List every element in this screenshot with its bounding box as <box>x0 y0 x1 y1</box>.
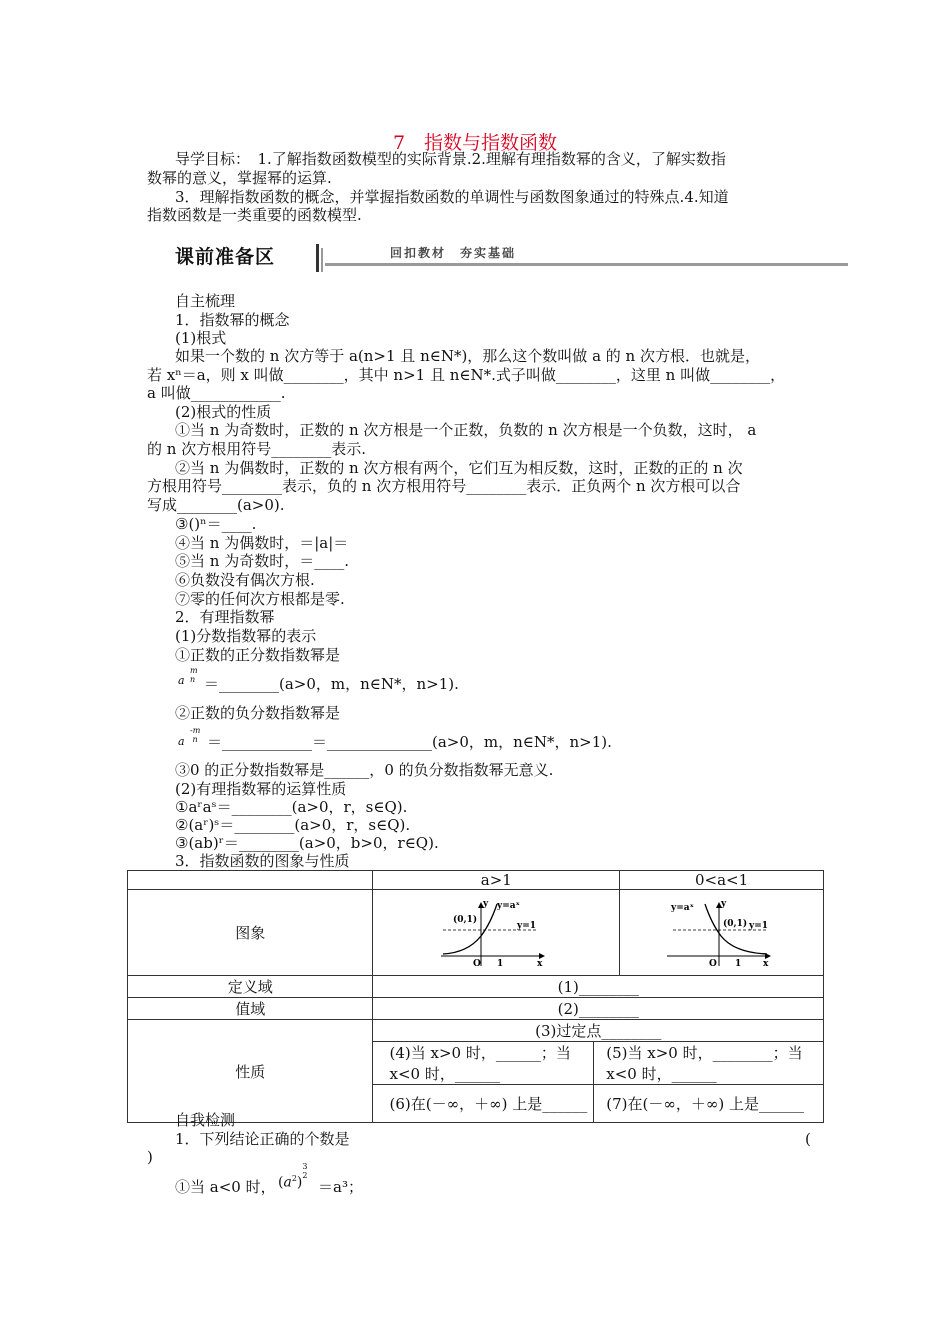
g2-point: (0,1) <box>722 918 747 929</box>
text-line: ⑤当 n 为奇数时，＝____. <box>175 552 349 570</box>
row-label-props: 性质 <box>128 1020 373 1123</box>
text-line: 1．指数幂的概念 <box>175 311 290 329</box>
text-line: (2)根式的性质 <box>175 403 272 421</box>
g2-x: x <box>762 958 768 968</box>
text-line: ①aʳaˢ＝________(a>0，r，s∈Q). <box>175 798 408 816</box>
text-line: (2)有理指数幂的运算性质 <box>175 780 347 798</box>
q1-item-1-formula: $(a^2)3$ 2 <box>278 1161 308 1191</box>
text-line: ①正数的正分数指数幂是 <box>175 646 341 664</box>
table-corner <box>128 871 373 890</box>
text-line: ①当 n 为奇数时，正数的 n 次方根是一个正数，负数的 n 次方根是一个负数，这时， a <box>175 421 757 439</box>
text-line: 若 xⁿ＝a，则 x 叫做________，其中 n>1 且 n∈N*.式子叫做________，这里 n 叫做________， <box>147 366 786 384</box>
text-line: ③()ⁿ＝____. <box>175 515 257 533</box>
banner-divider-shadow <box>321 248 323 272</box>
banner-subtitle: 回扣教材 夯实基础 <box>390 246 517 260</box>
banner-rule <box>325 263 848 266</box>
text-line: ⑦零的任何次方根都是零. <box>175 590 345 608</box>
neg-frac-exp-mn: -m n <box>190 726 201 744</box>
g1-y: y <box>483 898 489 909</box>
g2-curve: y=aˣ <box>670 902 694 913</box>
text-line: 如果一个数的 n 次方等于 a(n>1 且 n∈N*)，那么这个数叫做 a 的 n 次方根．也就是， <box>175 347 760 365</box>
section-banner <box>175 244 848 274</box>
text-line: ④当 n 为偶数时，＝|a|＝ <box>175 534 349 552</box>
text-line: 方根用符号________表示，负的 n 次方根用符号________表示．正负两个 n 次方根可以合 <box>147 477 741 495</box>
g1-point: (0,1) <box>453 914 478 925</box>
header-a-lt1: 0<a<1 <box>620 871 824 890</box>
text-line: (1)根式 <box>175 329 227 347</box>
prop-5: (5)当 x>0 时，________；当 x<0 时，______ <box>594 1042 824 1085</box>
g2-asym: y=1 <box>748 920 768 931</box>
q1-item-1-result: ＝a³； <box>318 1178 363 1196</box>
text-line: ＝________(a>0，m，n∈N*，n>1). <box>204 675 459 693</box>
frac-exp-base: a <box>178 674 185 687</box>
range-blank: (2)________ <box>373 998 824 1020</box>
self-check-heading: 自我检测 <box>175 1111 236 1129</box>
fixed-point-blank: (3)过定点________ <box>373 1020 824 1042</box>
goals-line-3: 3．理解指数函数的概念，并掌握指数函数的单调性与函数图象通过的特殊点.4.知道 <box>175 188 729 206</box>
goals-line-4: 指数函数是一类重要的函数模型. <box>147 206 362 224</box>
text-line: (1)分数指数幂的表示 <box>175 627 317 645</box>
answer-paren-open: ( <box>805 1130 811 1148</box>
text-line: ②正数的负分数指数幂是 <box>175 704 341 722</box>
g1-o: O <box>473 958 482 968</box>
prop-6: (6)在(－∞，＋∞) 上是______ <box>373 1085 594 1123</box>
text-line: 3．指数函数的图象与性质 <box>175 852 350 870</box>
banner-divider <box>316 244 319 272</box>
text-line: ②(aʳ)ˢ＝________(a>0，r，s∈Q). <box>175 816 411 834</box>
graph-a-gt1 <box>373 890 620 976</box>
header-a-gt1: a>1 <box>373 871 620 890</box>
answer-paren-close: ) <box>147 1148 153 1166</box>
text-line: 自主梳理 <box>175 292 236 310</box>
text-line: ⑥负数没有偶次方根. <box>175 571 315 589</box>
g1-curve: y=aˣ <box>497 900 521 911</box>
text-line: 2．有理指数幂 <box>175 608 275 626</box>
g1-x: x <box>537 958 543 968</box>
text-line: 写成________(a>0). <box>147 496 285 514</box>
g2-o: O <box>708 958 717 968</box>
banner-label: 课前准备区 <box>175 246 276 268</box>
domain-blank: (1)________ <box>373 976 824 998</box>
prop-4: (4)当 x>0 时，______；当 x<0 时，______ <box>373 1042 594 1085</box>
row-label-domain: 定义域 <box>128 976 373 998</box>
goals-line-1: 导学目标： 1.了解指数函数模型的实际背景.2.理解有理指数幂的含义，了解实数指 <box>175 150 726 168</box>
prop-7: (7)在(－∞，＋∞) 上是______ <box>594 1085 824 1123</box>
row-label-range: 值域 <box>128 998 373 1020</box>
g2-one: 1 <box>734 958 741 968</box>
text-line: ②当 n 为偶数时，正数的 n 次方根有两个，它们互为相反数，这时，正数的正的 n 次 <box>175 459 743 477</box>
exp-function-table <box>127 870 824 1123</box>
goals-line-2: 数幂的意义，掌握幂的运算. <box>147 169 332 187</box>
question-1: 1．下列结论正确的个数是 <box>175 1130 350 1148</box>
text-line: 的 n 次方根用符号________表示. <box>147 440 366 458</box>
neg-frac-exp-base: a <box>178 735 185 748</box>
frac-exp-mn: m n <box>190 666 198 684</box>
text-line: ＝____________＝______________(a>0，m，n∈N*，n>1). <box>207 733 612 751</box>
g2-y: y <box>720 898 726 909</box>
graph-a-lt1 <box>620 890 824 976</box>
page-title: 7 指数与指数函数 <box>392 132 558 154</box>
text-line: ③0 的正分数指数幂是______，0 的负分数指数幂无意义. <box>175 761 554 779</box>
g1-one: 1 <box>497 958 504 968</box>
text-line: ③(ab)ʳ＝________(a>0，b>0，r∈Q). <box>175 834 439 852</box>
row-label-graph: 图象 <box>128 890 373 976</box>
g1-asym: y=1 <box>517 920 537 931</box>
text-line: a 叫做____________. <box>147 384 286 402</box>
q1-item-1: ①当 a<0 时， <box>175 1178 276 1196</box>
